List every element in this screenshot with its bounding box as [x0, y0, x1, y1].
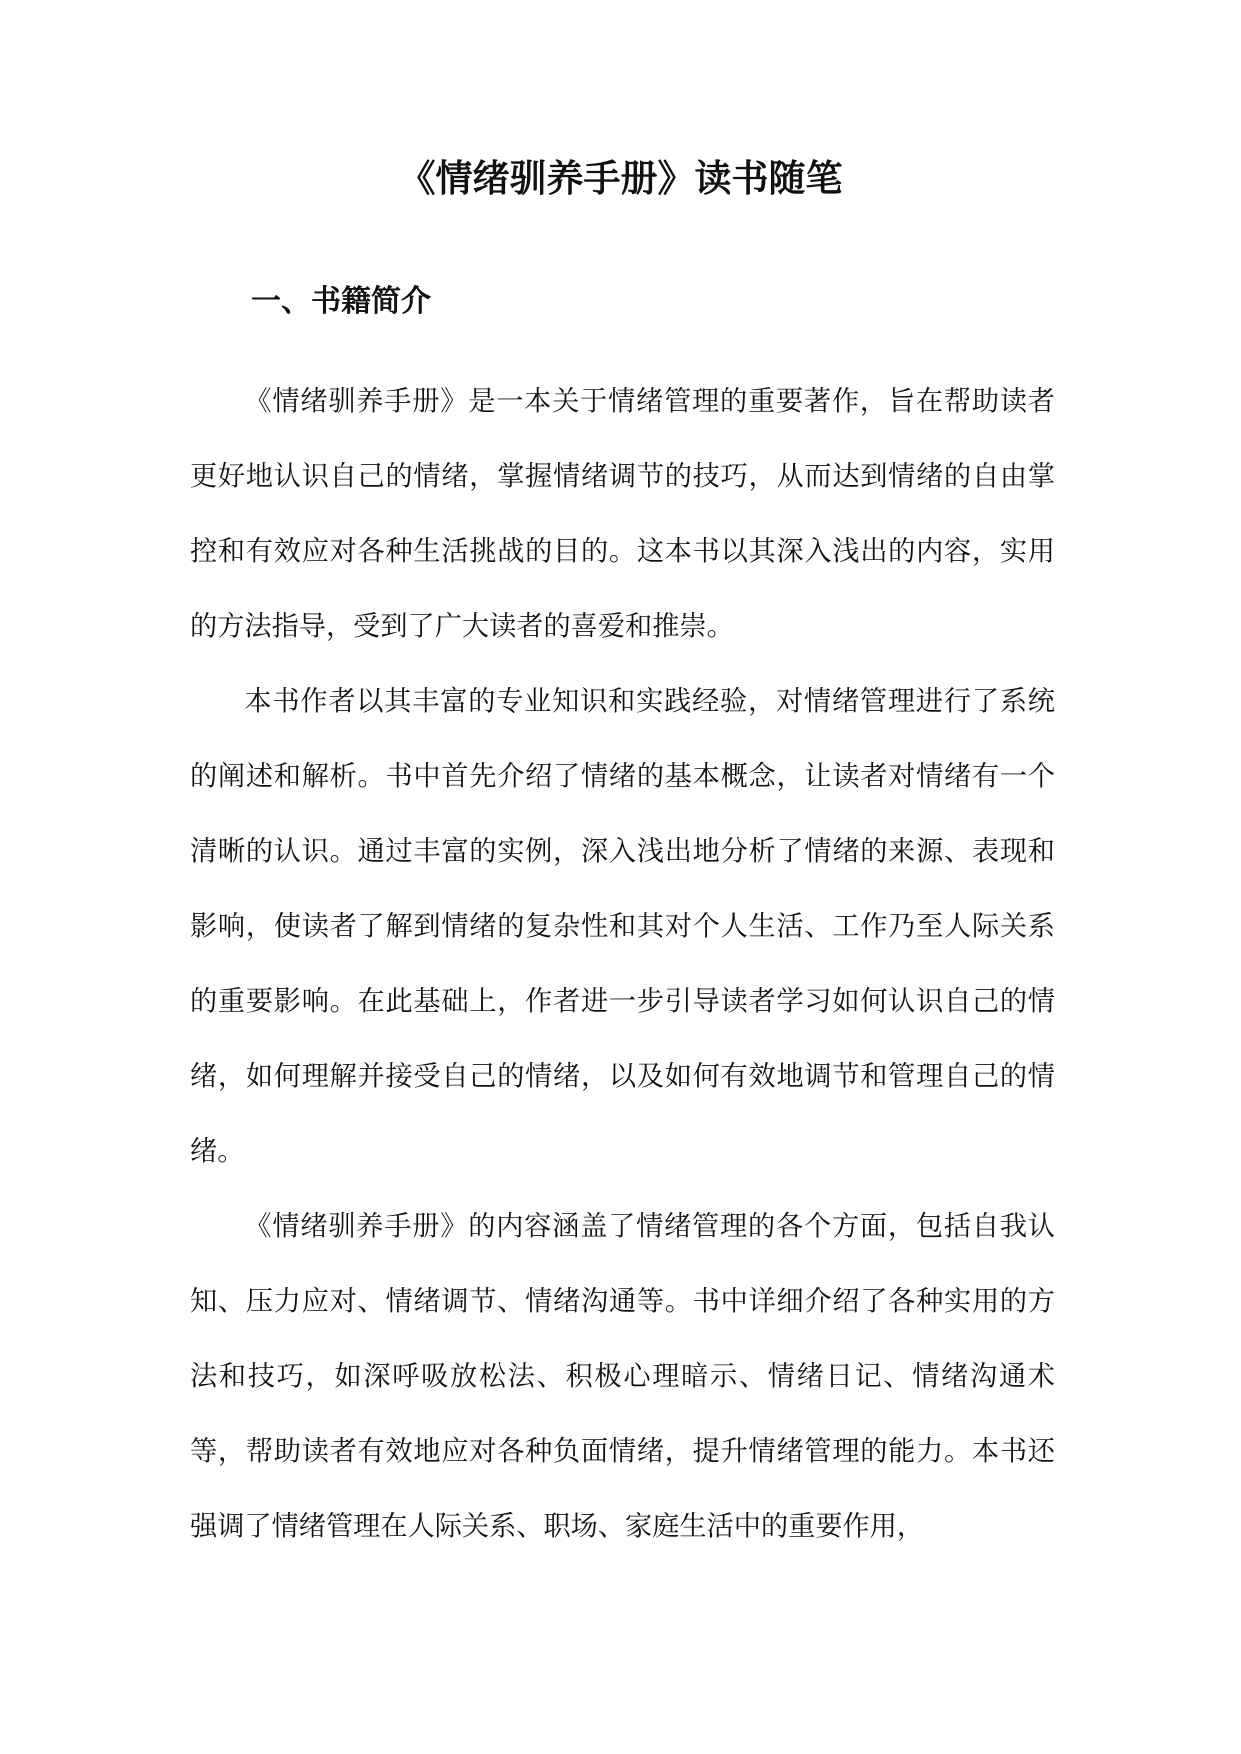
paragraph: 《情绪驯养手册》的内容涵盖了情绪管理的各个方面，包括自我认知、压力应对、情绪调节、情绪沟通等。书中详细介绍了各种实用的方法和技巧，如深呼吸放松法、积极心理暗示、情绪日记、情绪沟通术等，帮助读者有效地应对各种负面情绪，提升情绪管理的能力。本书还强调了情绪管理在人际关系、职场、家庭生活中的重要作用，: [190, 1211, 1055, 1542]
paragraph: 《情绪驯养手册》是一本关于情绪管理的重要著作，旨在帮助读者更好地认识自己的情绪，掌握情绪调节的技巧，从而达到情绪的自由掌控和有效应对各种生活挑战的目的。这本书以其深入浅出的内容，实用的方法指导，受到了广大读者的喜爱和推崇。: [190, 386, 1055, 642]
section-heading: 一、书籍简介: [251, 284, 431, 319]
document-title: 《情绪驯养手册》读书随笔: [398, 156, 843, 200]
paragraph: 本书作者以其丰富的专业知识和实践经验，对情绪管理进行了系统的阐述和解析。书中首先介绍了情绪的基本概念，让读者对情绪有一个清晰的认识。通过丰富的实例，深入浅出地分析了情绪的来源、表现和影响，使读者了解到情绪的复杂性和其对个人生活、工作乃至人际关系的重要影响。在此基础上，作者进一步引导读者学习如何认识自己的情绪，如何理解并接受自己的情绪，以及如何有效地调节和管理自己的情绪。: [190, 686, 1055, 1167]
section-body: [190, 364, 1055, 1564]
